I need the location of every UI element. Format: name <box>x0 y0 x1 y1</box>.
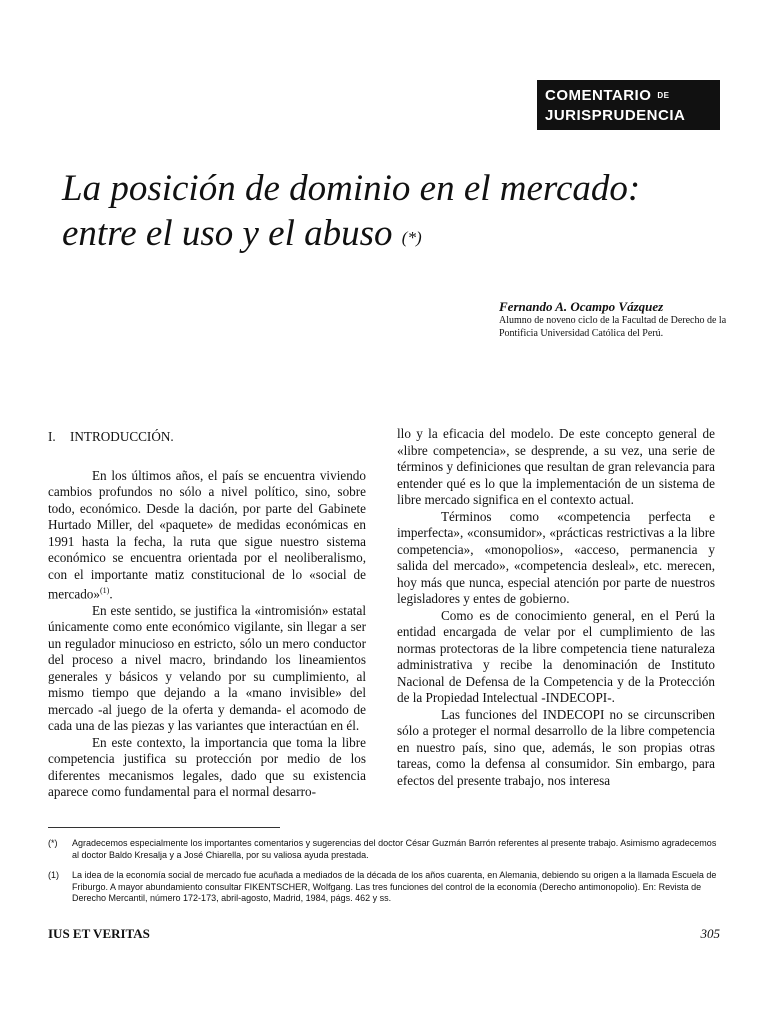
paragraph: Términos como «competencia perfecta e imperfecta», «consumidor», «prácticas restrictivas a la libre competencia», «monopolios», «acceso, permanencia y salida del mercado», «competencia desleal», etc. merecen, hoy más que nunca, especial atención por parte de nuestros legisladores y entes de gobierno. <box>397 508 715 606</box>
footnote-divider <box>48 827 280 828</box>
footnote-ref: (1) <box>100 586 110 595</box>
footnote-text: Agradecemos especialmente los importantes comentarios y sugerencias del doctor César Guzmán Barrón referentes al presente trabajo. Asimismo agradecemos al doctor Baldo Kresalja y a José Chiarella, por su valiosa ayuda prestada. <box>72 838 717 860</box>
paragraph-text: En los últimos años, el país se encuentra viviendo cambios profundos no sólo a nivel político, sino, sobre todo, económico. Desde la dación, por parte del Gabinete Hurtado Miller, del «paquete» de medidas económicas en 1991 hasta la fecha, la ruta que sigue nuestro sistema económico se encuentra orientada por el neoliberalismo, con el importante matiz constitucional de lo «social de mercado» <box>48 467 366 602</box>
footnote <box>48 870 724 905</box>
footnote-text: La idea de la economía social de mercado fue acuñada a mediados de la década de los años cuarenta, en Alemania, debiendo su origen a la llamada Escuela de Friburgo. A mayor abundamiento consultar FIKENTSCHER, Wolfgang. Las tres funciones del control de la economía (Derecho antimonopolio). En: Revista de Derecho Mercantil, número 172-173, abril-agosto, Madrid, 1984, págs. 462 y ss. <box>72 870 717 903</box>
paragraph: llo y la eficacia del modelo. De este concepto general de «libre competencia», se desprende, a su vez, una serie de términos y definiciones que resultan de gran relevancia para entender qué es lo que la implementación de un sistema de libre mercado significa en el contexto actual. <box>397 426 715 507</box>
footnote <box>48 838 724 861</box>
journal-name: IUS ET VERITAS <box>48 926 150 941</box>
section-heading <box>48 429 366 446</box>
section-banner <box>537 80 720 130</box>
paragraph <box>48 468 366 603</box>
left-column <box>48 426 366 801</box>
page-number: 305 <box>700 926 720 941</box>
section-title: INTRODUCCIÓN. <box>70 429 174 444</box>
title-footnote-mark: (*) <box>401 228 422 247</box>
footnote-mark: (*) <box>48 838 58 848</box>
banner-line1: COMENTARIO <box>545 87 652 104</box>
footnote-mark: (1) <box>48 870 59 880</box>
paragraph: Las funciones del INDECOPI no se circunscriben sólo a proteger el normal desarrollo de la libre competencia en nuestro país, sino que, además, le son propias otras tareas, como la defensa al consumidor. Sin embargo, para efectos del presente trabajo, nos interesa <box>397 706 715 788</box>
author-affiliation: Alumno de noveno ciclo de la Facultad de Derecho de la Pontificia Universidad Católica del Perú. <box>499 315 727 339</box>
author-block <box>499 299 731 340</box>
author-name: Fernando A. Ocampo Vázquez <box>499 299 664 314</box>
banner-de: DE <box>657 91 670 101</box>
paragraph: Como es de conocimiento general, en el Perú la entidad encargada de velar por el cumplimiento de las normas protectoras de la libre competencia tiene naturaleza administrativa y recibe la denominación de Instituto Nacional de Defensa de la Competencia y de la Protección de la Propiedad Intelectual -INDECOPI-. <box>397 607 715 705</box>
article-title <box>62 166 722 256</box>
paragraph-end: . <box>109 586 113 602</box>
paragraph: En este sentido, se justifica la «intromisión» estatal únicamente como ente económico vigilante, sin llegar a ser un regulador minucioso en estricto, sólo un mero conductor del proceso a nivel macro, brindando los lineamientos generales y básicos y velando por su cumplimiento, al mismo tiempo que dejando a la «mano invisible» del mercado -al juego de la oferta y demanda- el acomodo de cada una de las piezas y las variantes que interactúan en él. <box>48 602 366 734</box>
page-footer <box>48 926 720 942</box>
paragraph: En este contexto, la importancia que toma la libre competencia justifica su protección por medio de los diferentes mecanismos legales, dado que su existencia aparece como fundamental para el normal desarro- <box>48 734 366 800</box>
banner-line2: JURISPRUDENCIA <box>545 107 686 124</box>
article-title-text: La posición de dominio en el mercado: entre el uso y el abuso <box>62 168 641 254</box>
section-number: I. <box>48 429 56 444</box>
right-column <box>397 426 715 789</box>
